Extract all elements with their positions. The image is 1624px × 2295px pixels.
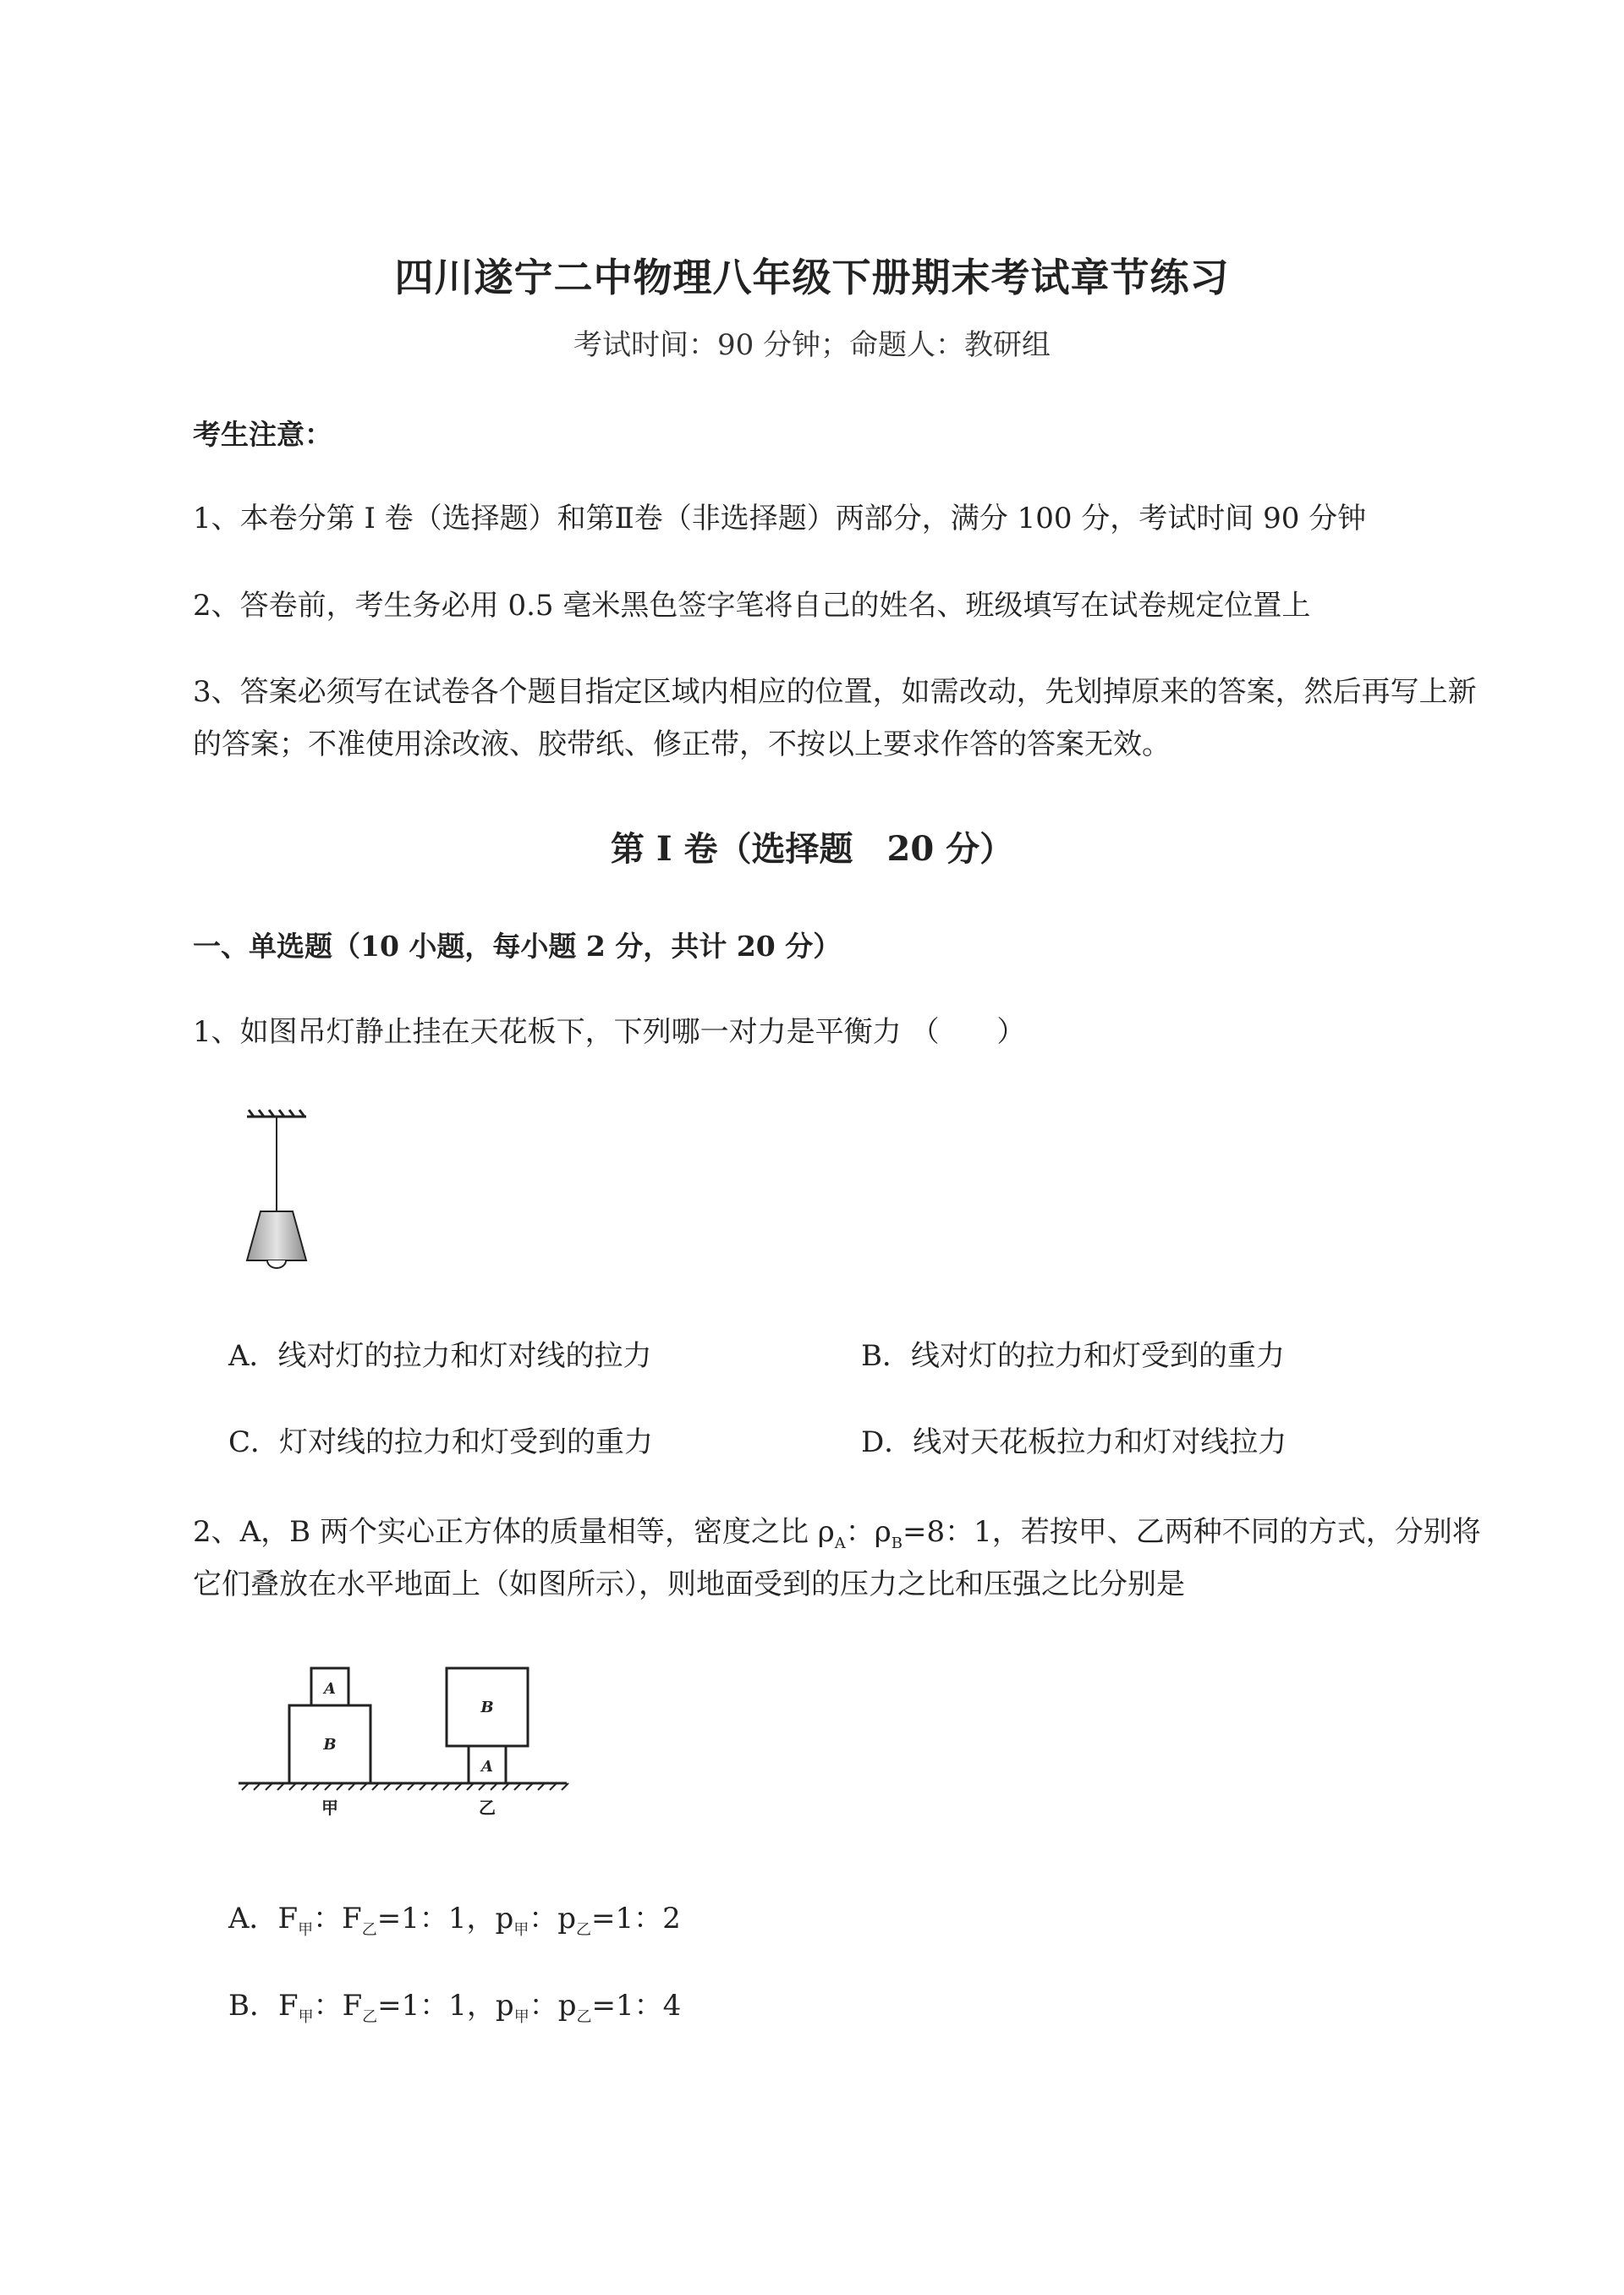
exam-info: 考试时间：90 分钟；命题人：教研组 [573, 328, 1051, 362]
notice-heading: 考生注意： [193, 418, 332, 451]
q1-option-d[interactable]: D．线对天花板拉力和灯对线拉力 [861, 1425, 1287, 1459]
caption-jia: 甲 [321, 1798, 338, 1818]
q1-option-a[interactable]: A．线对灯的拉力和灯对线的拉力 [228, 1339, 652, 1373]
notice-item-3-continued: 的答案；不准使用涂改液、胶带纸、修正带，不按以上要求作答的答案无效。 [193, 727, 1171, 761]
cube-b-label-jia: B [323, 1736, 337, 1754]
q2-option-b[interactable]: B．$F_甲$：$F_乙=1$：1，$p_甲$：$p_乙=1$：4 [228, 1989, 682, 2026]
question-2-line-1: 2、A，B 两个实心正方体的质量相等，密度之比 $\rho_A$：$\rho_B=8$：1，若按甲、乙两种不同的方式，分别将 [193, 1515, 1481, 1552]
page-title: 四川遂宁二中物理八年级下册期末考试章节练习 [394, 255, 1230, 300]
section-title: 第 I 卷（选择题 20 分） [610, 829, 1014, 869]
notice-item-2: 2、答卷前，考生务必用 0.5 毫米黑色签字笔将自己的姓名、班级填写在试卷规定位置上 [193, 589, 1311, 623]
q1-option-b[interactable]: B．线对灯的拉力和灯受到的重力 [861, 1339, 1285, 1373]
question-2-line-2: 它们叠放在水平地面上（如图所示），则地面受到的压力之比和压强之比分别是 [193, 1568, 1185, 1601]
q2-option-a[interactable]: A．$F_甲$：$F_乙=1$：1，$p_甲$：$p_乙=1$：2 [228, 1902, 681, 1939]
notice-item-1: 1、本卷分第 I 卷（选择题）和第Ⅱ卷（非选择题）两部分，满分 100 分，考试时间 90 分钟 [193, 502, 1367, 535]
cube-a-label-yi: A [481, 1758, 493, 1776]
question-1-text: 1、如图吊灯静止挂在天花板下，下列哪一对力是平衡力 （ ） [193, 1015, 1026, 1049]
cube-b-label-yi: B [480, 1699, 494, 1716]
q1-option-c[interactable]: C．灯对线的拉力和灯受到的重力 [228, 1425, 654, 1459]
cube-a-label-jia: A [324, 1680, 336, 1698]
subsection-title: 一、单选题（10 小题，每小题 2 分，共计 20 分） [193, 930, 842, 963]
stacked-cubes-figure [237, 1658, 575, 1827]
caption-yi: 乙 [479, 1798, 496, 1818]
notice-item-3: 3、答案必须写在试卷各个题目指定区域内相应的位置，如需改动，先划掉原来的答案，然后再写上新 [193, 675, 1477, 709]
pendant-lamp-figure [228, 1108, 321, 1277]
